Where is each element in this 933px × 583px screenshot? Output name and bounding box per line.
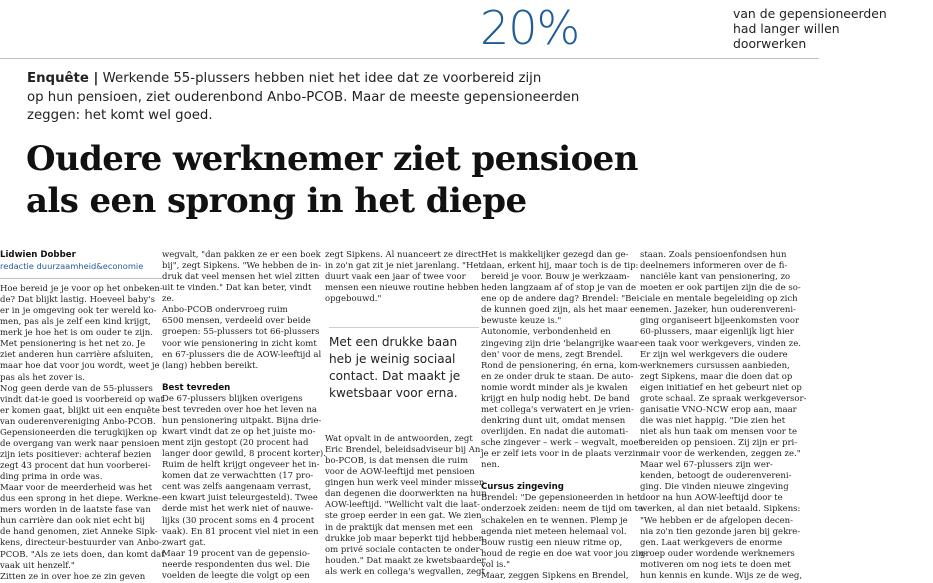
text-line: Er zijn wel werkgevers die oudere xyxy=(640,349,788,360)
text-line: met collega's verwatert en je vrien- xyxy=(481,404,634,415)
text-line: Maar 19 procent van de gepensio- xyxy=(162,548,310,559)
text-line: merk je hoe het is om ouder te zijn. xyxy=(0,328,153,339)
text-line: die was niet happig. "Die zien het xyxy=(640,415,786,426)
text-line: moeten er ook partijen zijn die de so- xyxy=(640,283,801,294)
text-line: Anbo-PCOB ondervroeg ruim xyxy=(162,305,288,316)
text-line: vaak uit henzelf." xyxy=(0,560,75,571)
text-line: ziet anderen hun carrière afsluiten, xyxy=(0,350,154,361)
quote-line: contact. Dat maakt je xyxy=(329,369,461,383)
text-line: onderzoek zeiden: neem de tijd om te xyxy=(481,504,644,515)
text-line: staan. Zoals pensioenfondsen hun xyxy=(640,250,787,260)
text-line: Autonomie, verbondenheid en xyxy=(481,327,611,338)
headline-line: als een sprong in het diepe xyxy=(26,181,527,221)
text-line: ciale en mentale begeleiding op zich xyxy=(640,294,798,305)
text-line: Maar wel 67-plussers zijn wer- xyxy=(640,460,773,471)
text-line: zegt Sipkens, maar die doen dat op xyxy=(640,371,793,382)
text-line: Ruim de helft krijgt ongeveer het in- xyxy=(162,460,320,471)
intro-lead xyxy=(27,70,627,126)
column-5 xyxy=(640,250,807,582)
column-2 xyxy=(162,250,326,582)
text-line: wegvalt, "dan pakken ze er een boek xyxy=(162,250,321,260)
column-3 xyxy=(325,250,485,305)
text-line: grote schaal. Ze spraak werkgeversor- xyxy=(640,393,807,404)
text-line: pas als het zover is. xyxy=(0,372,86,383)
text-line: je er zelf iets voor in de plaats verzin- xyxy=(481,449,644,460)
stat-line: had langer willen xyxy=(733,21,840,36)
intro-label: Enquête | xyxy=(27,71,99,86)
text-line: Gepensioneerden die terugkijken op xyxy=(0,427,157,438)
quote-line: kwetsbaar voor erna. xyxy=(329,386,458,400)
text-line: Rond de pensionering, én erna, kom- xyxy=(481,360,641,371)
text-line: mers worden in de laatste fase van xyxy=(0,505,151,516)
text-line: werken, al dan niet betaald. Sipkens: xyxy=(640,504,801,515)
text-line: duurt vaak een jaar of twee voor xyxy=(325,272,466,283)
text-line: bereiden op pensioen. Zij zijn er pri- xyxy=(640,438,798,449)
text-line: ganisatie VNO-NCW erop aan, maar xyxy=(640,404,797,415)
text-line: eigen initiatief en het gebeurt niet op xyxy=(640,382,802,393)
text-line: cent was zelfs aangenaam verrast, xyxy=(162,482,312,493)
text-line: ze. xyxy=(162,294,175,305)
text-line: Brendel: "De gepensioneerden in het xyxy=(481,493,641,504)
text-line: opgebouwd." xyxy=(325,294,382,305)
text-line: bo-PCOB, is dat mensen die ruim xyxy=(325,456,469,467)
text-line: PCOB. "Als ze iets doen, dan komt dat xyxy=(0,549,165,560)
text-line: bereid je voor. Bouw je werkzaam- xyxy=(481,272,630,283)
text-line: overlijden. En nadat die automati- xyxy=(481,427,629,437)
stat-line: doorwerken xyxy=(733,36,807,51)
text-line: hun kennis en kunde. Wijs ze de weg, xyxy=(640,570,803,581)
text-line: een taak voor werkgevers, vinden ze. xyxy=(640,338,801,349)
headline-line: Oudere werknemer ziet pensioen xyxy=(26,139,638,179)
text-line: mair voor de werkenden, zeggen ze." xyxy=(640,449,801,460)
text-line: agenda niet meteen helemaal vol. xyxy=(481,526,627,537)
text-line: ment zijn gestopt (20 procent had xyxy=(162,438,309,449)
text-line: mensen een nieuwe routine hebben xyxy=(325,283,479,294)
text-line: daan, erkent hij, maar toch is de tip: xyxy=(481,261,639,272)
text-line: vol is." xyxy=(481,559,511,570)
text-line: houd de regie en doe wat voor jou zin- xyxy=(481,548,647,559)
text-line: heden langzaam af of stop je van de xyxy=(481,283,637,294)
text-line: derde mist het werk niet of nauwe- xyxy=(162,504,314,515)
text-line: een kwart juist teleurgesteld). Twee xyxy=(162,493,318,504)
text-line: en ze onder druk te staan. De auto- xyxy=(481,371,634,382)
text-line: groep ouder wordende werknemers xyxy=(640,548,795,559)
author-department: redactie duurzaamheid&economie xyxy=(0,261,144,271)
text-line: Het is makkelijker gezegd dan ge- xyxy=(481,250,629,260)
text-line: niet als hun taak om mensen voor te xyxy=(640,427,797,437)
text-line: voelden de leegte die volgt op een xyxy=(162,570,310,581)
text-line: de overgang van werk naar pensioen xyxy=(0,438,160,449)
text-line: nia zo'n tien gezonde jaren bij gekre- xyxy=(640,526,801,537)
text-line: werknemers cursussen aanbieden, xyxy=(640,360,790,371)
text-line: maar hoe dat voor jou wordt, weet je xyxy=(0,361,160,372)
column-4 xyxy=(481,250,647,582)
text-line: gen. Laat werkgevers de enorme xyxy=(640,537,783,548)
text-line: "We hebben er de afgelopen decen- xyxy=(640,515,794,526)
text-line: drukke job maar beperkt tijd hebben xyxy=(325,533,484,544)
text-line: houden." Dat maakt ze kwetsbaarder xyxy=(325,555,486,566)
text-line: Bouw rustig een nieuw ritme op, xyxy=(481,537,623,548)
text-line: schakelen en te wennen. Plemp je xyxy=(481,515,628,526)
text-line: langer door gewild, 8 procent korter). xyxy=(162,449,326,460)
text-line: den' voor de mens, zegt Brendel. xyxy=(481,349,624,360)
text-line: (lang) hebben bereikt. xyxy=(162,360,259,371)
text-line: Eric Brendel, beleidsadviseur bij An- xyxy=(325,445,484,456)
text-line: zijn iets positiever: achteraf bezien xyxy=(0,449,152,460)
text-line: nomie wordt minder als je kwalen xyxy=(481,382,628,393)
text-line: Maar voor de meerderheid was het xyxy=(0,483,152,494)
text-line: AOW-leeftijd. "Wellicht valt die laat- xyxy=(325,500,480,511)
column-2-top xyxy=(162,250,322,372)
text-line: dus een sprong in het diepe. Werkne- xyxy=(0,494,162,505)
quote-line: Met een drukke baan xyxy=(329,335,458,349)
text-line: de? Dat blijkt lastig. Hoeveel baby's xyxy=(0,295,155,306)
text-line: ene op de andere dag? Brendel: "Bei- xyxy=(481,294,643,305)
text-line: Wat opvalt in de antwoorden, zegt xyxy=(325,434,473,444)
quote-line: heb je weinig sociaal xyxy=(329,352,456,366)
text-line: kenden, betoogt de ouderenvereni- xyxy=(640,471,792,482)
text-line: De 67-plussers blijken overigens xyxy=(162,393,303,404)
column-1 xyxy=(0,284,165,583)
column-3-bottom xyxy=(325,434,487,578)
text-line: van ouderenvereniging Anbo-PCOB. xyxy=(0,416,156,427)
text-line: komen dat ze verwachtten (17 pro- xyxy=(162,471,314,482)
text-line: Maar, zeggen Sipkens en Brendel, xyxy=(481,570,629,581)
text-line: hun pensionering uitpakt. Bijna drie- xyxy=(162,415,322,426)
text-line: Zitten ze in over hoe ze zin geven xyxy=(0,571,146,582)
byline xyxy=(0,250,160,272)
text-line: groepen: 55-plussers tot 66-plussers xyxy=(162,327,320,338)
text-line: de kunnen goed zijn, als het maar een xyxy=(481,305,646,316)
text-line: zegt 43 procent dat hun voorberei- xyxy=(0,461,151,471)
column-4-top xyxy=(481,250,646,471)
text-line: er in je omgeving ook ter wereld ko- xyxy=(0,306,157,317)
top-divider xyxy=(0,58,819,59)
text-line: druk dat veel mensen het wiel zitten xyxy=(162,272,320,283)
text-line: 60-plussers, maar eigenlijk ligt hier xyxy=(640,327,794,338)
column-2-bottom xyxy=(162,393,326,582)
text-line: bij", zegt Sipkens. "We hebben de in- xyxy=(162,261,322,272)
text-line: nemen. Jazeker, hun ouderenvereni- xyxy=(640,305,796,316)
text-line: nen. xyxy=(481,460,500,471)
text-line: Hoe bereid je je voor op het onbeken- xyxy=(0,284,163,294)
intro-line: zeggen: het komt wel goed. xyxy=(27,108,213,124)
text-line: de hand genomen, ziet Anneke Sipk- xyxy=(0,527,158,538)
text-line: door na hun AOW-leeftijd door te xyxy=(640,493,783,504)
column-4-bottom xyxy=(481,493,647,582)
text-line: dan degenen die doorwerkten na hun xyxy=(325,489,487,500)
text-line: zwart gat. xyxy=(162,537,206,548)
text-line: kwart vindt dat ze op het juiste mo- xyxy=(162,427,316,437)
text-line: vindt dat-ie goed is voorbereid op wat xyxy=(0,394,164,405)
text-line: en 67-plussers die de AOW-leeftijd al xyxy=(162,349,322,360)
text-line: uit te vinden." Dat kan beter, vindt xyxy=(162,283,312,294)
text-line: 6500 mensen, verdeeld over beide xyxy=(162,316,311,327)
text-line: voor de AOW-leeftijd met pensioen xyxy=(325,467,475,478)
byline-divider xyxy=(0,278,162,279)
text-line: ding prima in orde was. xyxy=(0,472,103,483)
stat-number: 20% xyxy=(480,1,580,55)
author-name: Lidwien Dobber xyxy=(0,250,76,260)
text-line: als werk en collega's wegvallen, zegt xyxy=(325,566,485,577)
text-line: in de praktijk dat mensen met een xyxy=(325,522,473,533)
stat-line: van de gepensioneerden xyxy=(733,6,887,21)
text-line: men, pas als je zelf een kind krijgt, xyxy=(0,317,151,328)
subheading: Best tevreden xyxy=(162,382,231,393)
text-line: sche zingever – werk – wegvalt, moet xyxy=(481,438,642,449)
subheading: Cursus zingeving xyxy=(481,482,564,493)
text-line: neerde respondenten dus wel. Die xyxy=(162,559,310,570)
text-line: kens, directeur-bestuurder van Anbo- xyxy=(0,538,162,549)
text-line: om privé sociale contacten te onder- xyxy=(325,544,483,555)
text-line: ging. Die vinden nieuwe zingeving xyxy=(640,482,789,493)
article-headline xyxy=(26,138,806,222)
text-line: Met pensionering is het net zo. Je xyxy=(0,339,146,350)
text-line: vaak). En 81 procent viel niet in een xyxy=(162,526,319,537)
text-line: gingen hun werk veel minder missen xyxy=(325,478,485,489)
text-line: krijgt en hulp nodig hebt. De band xyxy=(481,393,630,404)
text-line: motiveren om nog iets te doen met xyxy=(640,559,791,570)
text-line: denkring dunt uit, omdat mensen xyxy=(481,415,626,426)
text-line: nanciële kant van pensionering, zo xyxy=(640,272,791,283)
text-line: deelnemers informeren over de fi- xyxy=(640,261,788,272)
text-line: er komen gaat, blijkt uit een enquête xyxy=(0,405,160,416)
text-line: zegt Sipkens. Al nuanceert ze direct: xyxy=(325,250,485,260)
intro-line xyxy=(27,70,627,89)
text-line: Nog geen derde van de 55-plussers xyxy=(0,383,153,394)
text-line: best tevreden over hoe het leven na xyxy=(162,404,317,415)
pull-quote xyxy=(329,327,479,402)
text-line: bewuste keuze is." xyxy=(481,316,562,327)
text-line: hun carrière dan ook niet echt bij xyxy=(0,516,145,527)
text-line: in zo'n gat zit je niet jarenlang. "Het xyxy=(325,261,482,272)
text-line: lijks (30 procent soms en 4 procent xyxy=(162,515,315,526)
stat-text xyxy=(733,6,933,51)
intro-line: op hun pensioen, ziet ouderenbond Anbo-PCOB. Maar de meeste gepensioneerden xyxy=(27,89,580,105)
text-line: zingeving zijn drie 'belangrijke waar- xyxy=(481,338,642,349)
intro-text: Werkende 55-plussers hebben niet het idee dat ze voorbereid zijn xyxy=(98,71,542,86)
text-line: ste groep eerder in een gat. We zien xyxy=(325,511,482,522)
text-line: ging organiseert bijeenkomsten voor xyxy=(640,316,800,327)
text-line: voor wie pensionering in zicht komt xyxy=(162,338,317,349)
